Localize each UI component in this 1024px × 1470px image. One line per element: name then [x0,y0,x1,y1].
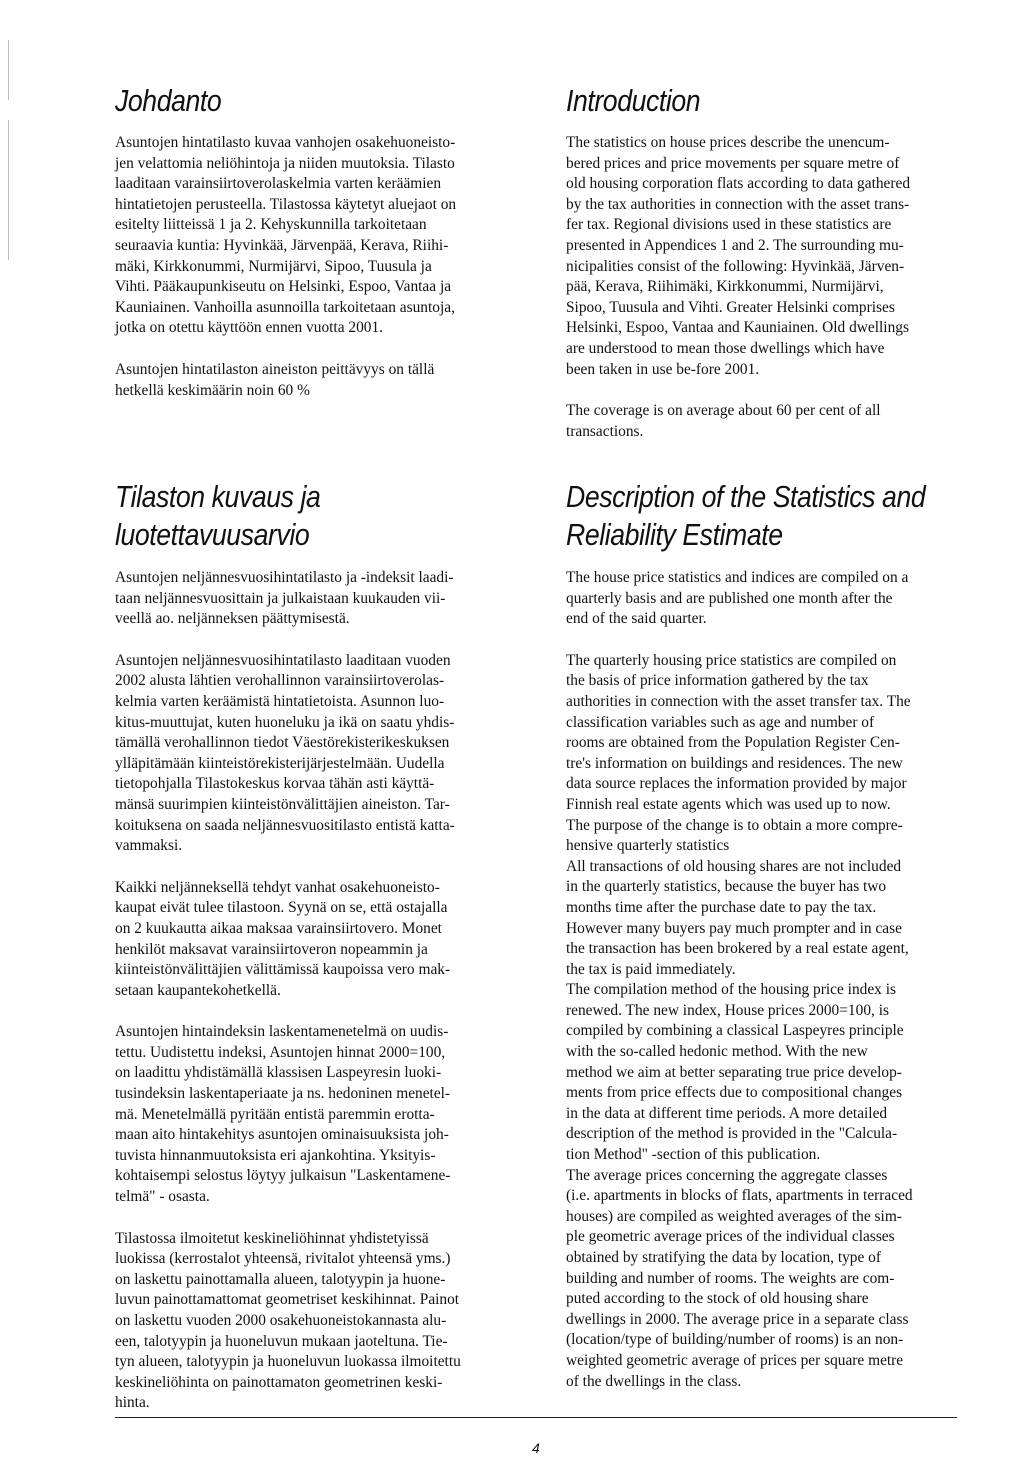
page-number: 4 [532,1440,540,1456]
scan-mark [8,120,9,260]
paragraph: Kaikki neljänneksellä tehdyt vanhat osakehuoneisto- kaupat eivät tulee tilastoon. Syynä on se, että ostajalla on 2 kuukautta aikaa maksaa varainsiirtovero. Monet henkilöt maksavat varainsiirtoveron nopeammin ja kiinteistönvälittäjien välittämissä kaupoissa vero mak- setaan kaupantekohetkellä. [115,878,451,999]
paragraph: Asuntojen hintatilaston aineiston peittävyys on tällä hetkellä keskimäärin noin 60 % [115,360,435,399]
footer-divider [115,1417,957,1418]
paragraph: The statistics on house prices describe the unencum- bered prices and price movements per square metre of old housing corporation flats according to data gathered by the tax authorities in connection with the asset trans- fer tax. Regional divisions used in these statistics are presented in Appendices 1 and 2. The surrounding mu- nicipalities consist of the following: Hyvinkää, Järven- pää, Kerava, Riihimäki, Kirkkonummi, Nurmijärvi, Sipoo, Tuusula and Vihti. Greater Helsinki comprises Helsinki, Espoo, Vantaa and Kauniainen. Old dwellings are understood to mean those dwellings which have been taken in use be-fore 2001. [566,134,911,378]
paragraph: The house price statistics and indices are compiled on a quarterly basis and are published one month after the end of the said quarter. [566,569,909,628]
paragraph: The quarterly housing price statistics are compiled on the basis of price information gathered by the tax authorities in connection with the asset transfer tax. The classification variables such as age and number of rooms are obtained from the Population Register Cen- tre's information on buildings and residences. The new data source replaces the information provided by major Finnish real estate agents which was used up to now. The purpose of the change is to obtain a more compre- hensive quarterly statistics All transactions of old housing shares are not included in the quarterly statistics, because the buyer has two months time after the purchase date to pay the tax. However many buyers pay much prompter and in case the transaction has been brokered by a real estate agent, the tax is paid immediately. The compilation method of the housing price index is renewed. The new index, House prices 2000=100, is compiled by combining a classical Laspeyres principle with the so-called hedonic method. With the new method we aim at better separating true price develop- ments from price effects due to compositional changes in the data at different time periods. A more detailed description of the method is provided in the "Calcula- tion Method" -section of this publication. The average prices concerning the aggregate classes (i.e. apartments in blocks of flats, apartments in terraced houses) are compiled as weighted averages of the sim- ple geometric average prices of the individual classes obtained by stratifying the data by location, type of building and number of rooms. The weights are com- puted according to the stock of old housing share dwellings in 2000. The average price in a separate class (location/type of building/number of rooms) is an non- weighted geometric average of prices per square metre of the dwellings in the class. [566,651,913,1390]
scan-mark [8,40,9,100]
paragraph: Asuntojen hintatilasto kuvaa vanhojen osakehuoneisto- jen velattomia neliöhintoja ja niiden muutoksia. Tilasto laaditaan varainsiirtoverolaskelmia varten keräämien hintatietojen perusteella. Tilastossa käytetyt aluejaot on esitelty liitteissä 1 ja 2. Kehyskunnilla tarkoitetaan seuraavia kuntia: Hyvinkää, Järvenpää, Kerava, Riihi- mäki, Kirkkonummi, Nurmijärvi, Sipoo, Tuusula ja Vihti. Pääkaupunkiseutu on Helsinki, Espoo, Vantaa ja Kauniainen. Vanhoilla asunnoilla tarkoitetaan asuntoja, jotka on otettu käyttöön ennen vuotta 2001. [115,134,457,337]
section-heading-johdanto: Johdanto [115,83,222,118]
heading-line: Description of the Statistics and [566,479,926,514]
section-heading-introduction: Introduction [566,83,701,118]
introduction-body [566,133,966,442]
paragraph: Asuntojen hintaindeksin laskentamenetelmä on uudis- tettu. Uudistettu indeksi, Asuntojen hinnat 2000=100, on laadittu yhdistämällä klassisen Laspeyresin luoki- tusindeksin laskentaperiaate ja ns. hedoninen menetel- mä. Menetelmällä pyritään entistä paremmin erotta- maan aito hintakehitys asuntojen ominaisuuksista joh- tuvista hinnanmuutoksista eri ajankohtina. Yksityis- kohtaisempi selostus löytyy julkaisun "Laskentamene- telmä" - osasta. [115,1023,451,1206]
heading-line: Reliability Estimate [566,517,783,552]
paragraph: The coverage is on average about 60 per cent of all transactions. [566,402,881,440]
paragraph: Asuntojen neljännesvuosihintatilasto ja -indeksit laadi- taan neljännesvuosittain ja julkaistaan kuukauden vii- veellä ao. neljänneksen päättymisestä. [115,569,454,628]
heading-line: Tilaston kuvaus ja [115,479,321,514]
description-body [566,568,966,1392]
section-heading-tilaston-kuvaus [115,478,515,554]
tilaston-kuvaus-body [115,568,515,1414]
paragraph: Tilastossa ilmoitetut keskineliöhinnat yhdistetyissä luokissa (kerrostalot yhteensä, rivitalot yhteensä yms.) on laskettu painottamalla alueen, talotyypin ja huone- luvun painottamattomat geometriset keskihinnat. Painot on laskettu vuoden 2000 osakehuoneistokannasta alu- een, talotyypin ja huoneluvun mukaan jaoteltuna. Tie- tyn alueen, talotyypin ja huoneluvun luokassa ilmoitettu keskineliöhinta on painottamaton geometrinen keski- hinta. [115,1229,461,1412]
johdanto-body [115,133,515,401]
section-heading-description [566,478,966,554]
paragraph: Asuntojen neljännesvuosihintatilasto laaditaan vuoden 2002 alusta lähtien verohallinnon varainsiirtoverolas- kelmia varten keräämistä hintatietoista. Asunnon luo- kitus-muuttujat, kuten huoneluku ja ikä on saatu yhdis- tämällä verohallinnon tiedot Väestörekisterikeskuksen ylläpitämään kiinteistörekisterijärjestelmään. Uudella tietopohjalla Tilastokeskus korvaa tähän asti käyttä- mänsä suurimpien kiinteistönvälittäjien aineiston. Tar- koituksena on saada neljännesvuositilasto entistä katta- vammaksi. [115,651,455,855]
heading-line: luotettavuusarvio [115,517,310,552]
